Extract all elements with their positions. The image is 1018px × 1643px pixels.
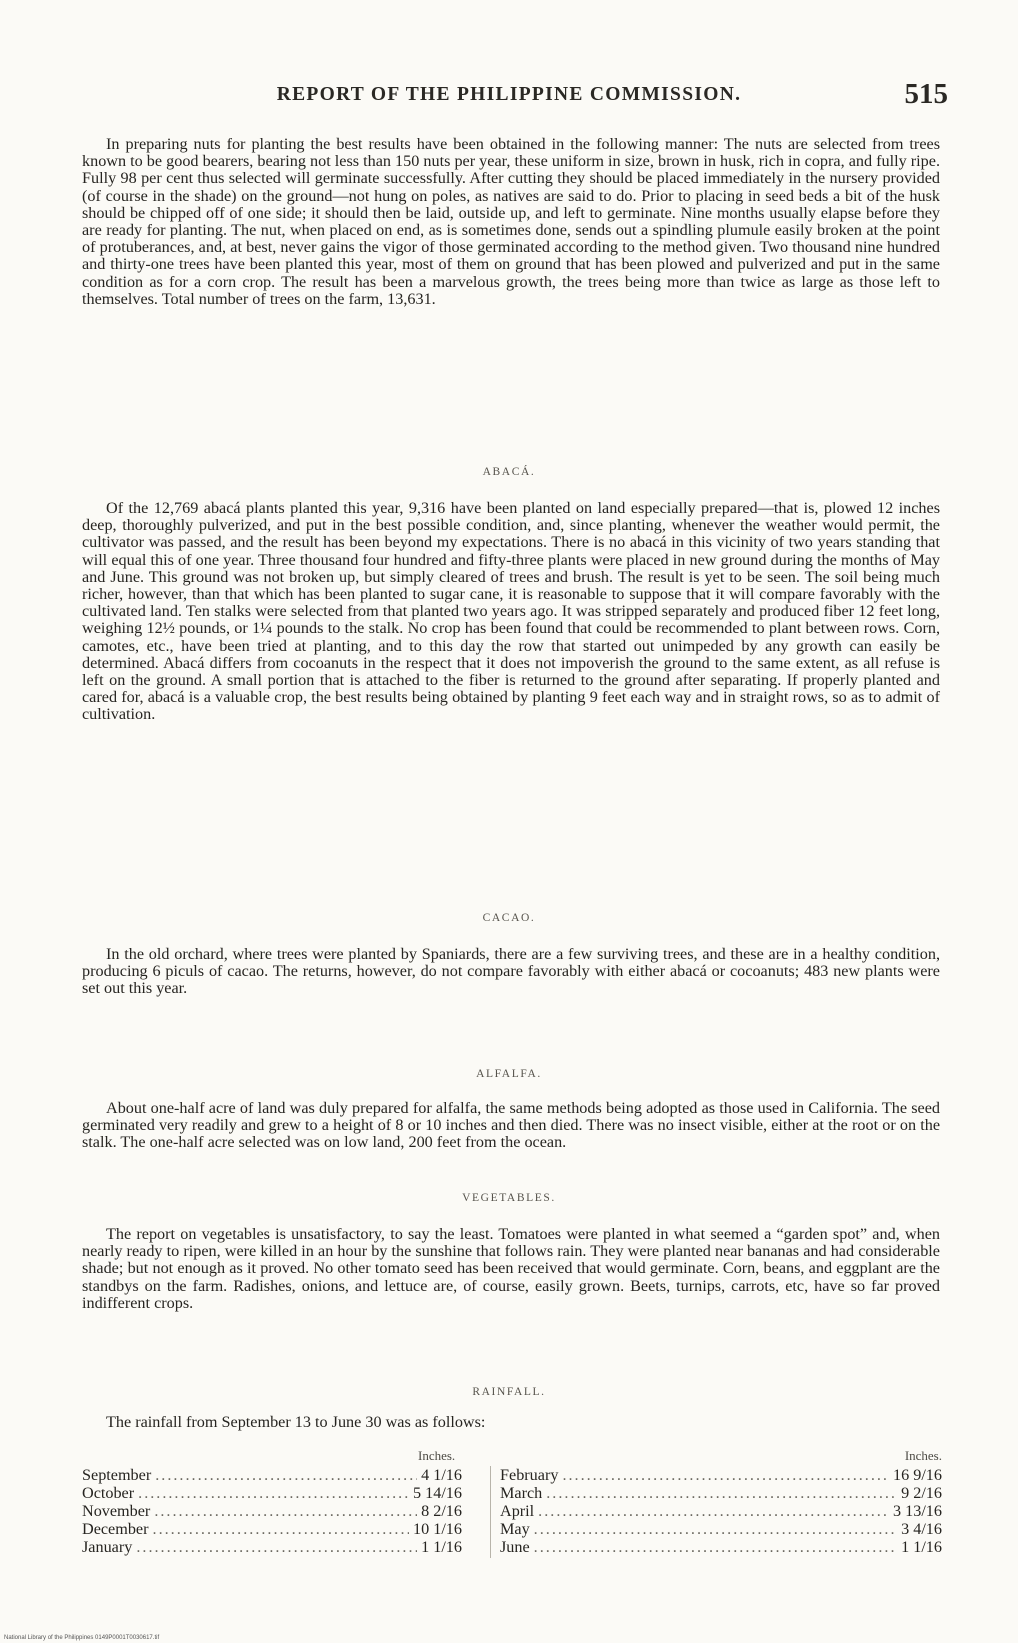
rainfall-row [82, 1502, 462, 1520]
rainfall-value: 1 1/16 [901, 1538, 942, 1556]
leader-dots [154, 1502, 417, 1520]
rainfall-value: 4 1/16 [421, 1466, 462, 1484]
rainfall-value: 3 13/16 [892, 1502, 942, 1520]
heading-abaca: ABACÁ. [482, 466, 536, 478]
units-label-left: Inches. [418, 1448, 456, 1463]
leader-dots [136, 1538, 417, 1556]
leader-dots [153, 1520, 409, 1538]
leader-dots [534, 1538, 897, 1556]
rainfall-month: September [82, 1466, 152, 1484]
page-header [0, 78, 1018, 114]
rainfall-value: 9 2/16 [901, 1484, 942, 1502]
heading-alfalfa: ALFALFA. [476, 1068, 542, 1080]
leader-dots [538, 1502, 889, 1520]
rainfall-row [500, 1538, 942, 1556]
rainfall-row [82, 1520, 462, 1538]
column-divider [490, 1466, 491, 1558]
rainfall-value: 3 4/16 [901, 1520, 942, 1538]
rainfall-column-left [82, 1466, 462, 1556]
page-number: 515 [904, 78, 948, 110]
rainfall-month: February [500, 1466, 559, 1484]
heading-rainfall: RAINFALL. [472, 1386, 546, 1398]
rainfall-month: May [500, 1520, 530, 1538]
leader-dots [562, 1466, 889, 1484]
coconut-paragraph: In preparing nuts for planting the best results have been obtained in the following manner: The nuts are selected from trees known to be good bearers, bearing not less than 150 nuts per year, these uniform in size, brown in husk, rich in copra, and fully ripe. Fully 98 per cent thus selected will germinate successfully. After cutting they should be placed immediately in the nursery provided (of course in the shade) on the ground—not hung on poles, as natives are said to do. Prior to placing in seed beds a bit of the husk should be chipped off of one side; it should then be laid, outside up, and left to germinate. Nine months usually elapse before they are ready for planting. The nut, when placed on end, as is sometimes done, sends out a spindling plumule easily broken at the point of protuberances, and, at best, never gains the vigor of those germinated according to the method given. Two thousand nine hundred and thirty-one trees have been planted this year, most of them on ground that has been plowed and pulverized and put in the same condition as for a corn crop. The result has been a marvelous growth, the trees being more than twice as large as those left to themselves. Total number of trees on the farm, 13,631. [82, 135, 940, 308]
units-label-right: Inches. [904, 1448, 942, 1463]
leader-dots [534, 1520, 897, 1538]
rainfall-month: March [500, 1484, 543, 1502]
rainfall-row [82, 1538, 462, 1556]
scan-credit: National Library of the Philippines 0149P0001T0030617.tif [4, 1635, 160, 1641]
rainfall-row [500, 1502, 942, 1520]
rainfall-month: January [82, 1538, 133, 1556]
alfalfa-paragraph: About one-half acre of land was duly prepared for alfalfa, the same methods being adopted as those used in California. The seed germinated very readily and grew to a height of 8 or 10 inches and then died. There was no insect visible, either at the root or on the stalk. The one-half acre selected was on low land, 200 feet from the ocean. [82, 1099, 940, 1152]
leader-dots [155, 1466, 417, 1484]
rainfall-month: April [500, 1502, 535, 1520]
leader-dots [546, 1484, 897, 1502]
rainfall-value: 8 2/16 [421, 1502, 462, 1520]
rainfall-row [82, 1466, 462, 1484]
heading-vegetables: VEGETABLES. [462, 1192, 556, 1204]
abaca-paragraph: Of the 12,769 abacá plants planted this year, 9,316 have been planted on land especially prepared—that is, plowed 12 inches deep, thoroughly pulverized, and put in the best possible condition, and, since planting, whenever the weather would permit, the cultivator was passed, and the result has been beyond my expectations. There is no abacá in this vicinity of two years standing that will equal this of one year. Three thousand four hundred and fifty-three plants were placed in new ground during the months of May and June. This ground was not broken up, but simply cleared of trees and brush. The result is yet to be seen. The soil being much richer, however, than that which has been planted to sugar cane, it is reasonable to suppose that it will compare favorably with the cultivated land. Ten stalks were selected from that planted two years ago. It was stripped separately and produced fiber 12 feet long, weighing 12½ pounds, or 1¼ pounds to the stalk. No crop has been found that could be recommended to plant between rows. Corn, camotes, etc., have been tried at planting, and to this day the row that started out unimpeded by any growth can easily be determined. Abacá differs from cocoanuts in the respect that it does not impoverish the ground to the same extent, as all refuse is left on the ground. A small portion that is attached to the fiber is returned to the ground after separating. If properly planted and cared for, abacá is a valuable crop, the best results being obtained by planting 9 feet each way and in straight rows, so as to admit of cultivation. [82, 499, 940, 724]
heading-cacao: CACAO. [482, 912, 536, 924]
rainfall-month: November [82, 1502, 151, 1520]
rainfall-value: 16 9/16 [892, 1466, 942, 1484]
rainfall-row [500, 1484, 942, 1502]
rainfall-row [500, 1520, 942, 1538]
rainfall-value: 1 1/16 [421, 1538, 462, 1556]
rainfall-month: June [500, 1538, 530, 1556]
vegetables-paragraph: The report on vegetables is unsatisfactory, to say the least. Tomatoes were planted in what seemed a “garden spot” and, when nearly ready to ripen, were killed in an hour by the sunshine that follows rain. They were planted near bananas and had considerable shade; but not enough as it proved. No other tomato seed has been received that would germinate. Corn, beans, and eggplant are the standbys on the farm. Radishes, onions, and lettuce are, of course, easily grown. Beets, turnips, carrots, etc, have so far proved indifferent crops. [82, 1225, 940, 1312]
rainfall-column-right [500, 1466, 942, 1556]
rainfall-value: 10 1/16 [412, 1520, 462, 1538]
rainfall-row [500, 1466, 942, 1484]
rainfall-row [82, 1484, 462, 1502]
cacao-paragraph: In the old orchard, where trees were planted by Spaniards, there are a few surviving trees, and these are in a healthy condition, producing 6 piculs of cacao. The returns, however, do not compare favorably with either abacá or cocoanuts; 483 new plants were set out this year. [82, 945, 940, 998]
rainfall-month: December [82, 1520, 149, 1538]
rainfall-intro: The rainfall from September 13 to June 30 was as follows: [106, 1413, 486, 1431]
running-title: REPORT OF THE PHILIPPINE COMMISSION. [276, 84, 742, 105]
rainfall-value: 5 14/16 [412, 1484, 462, 1502]
rainfall-month: October [82, 1484, 135, 1502]
leader-dots [138, 1484, 409, 1502]
